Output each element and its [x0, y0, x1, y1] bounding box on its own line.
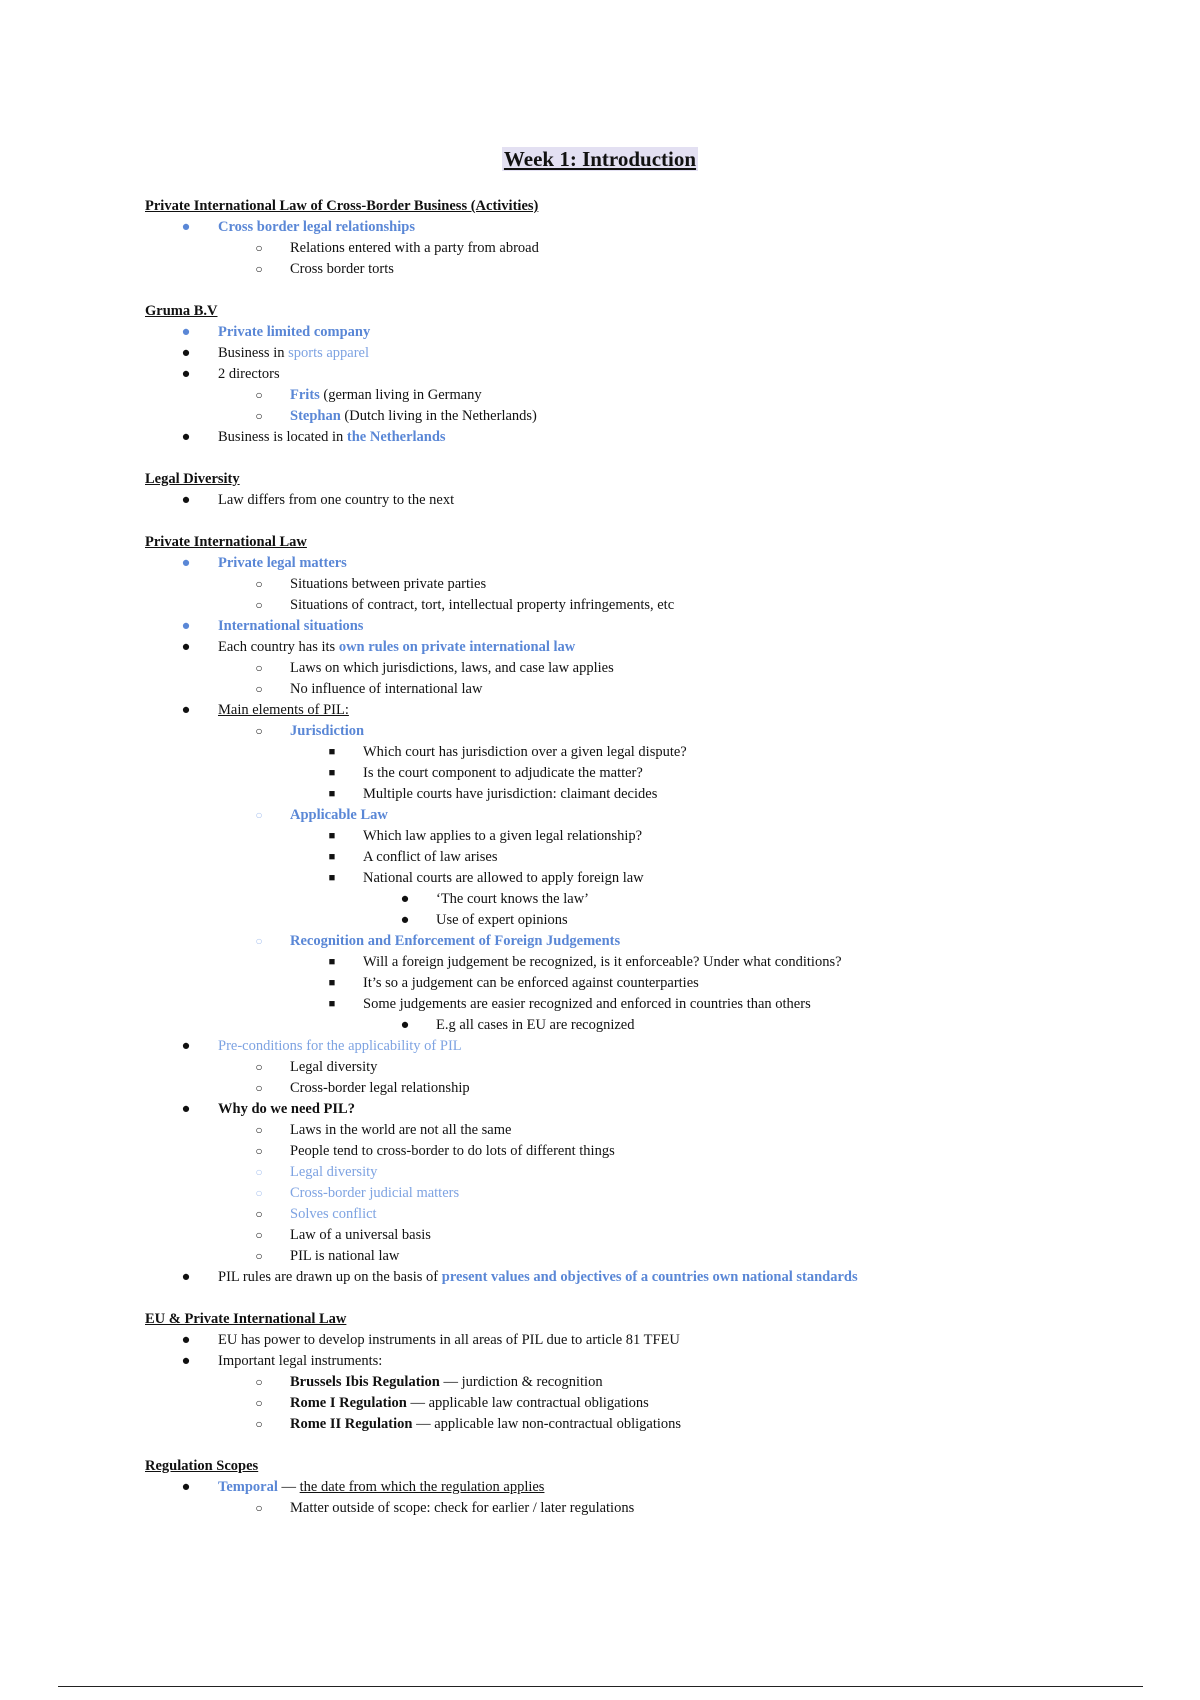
- item-text: (Dutch living in the Netherlands): [340, 408, 537, 424]
- circle-bullet-icon: ○: [255, 598, 263, 612]
- list-item: [145, 994, 1145, 1015]
- circle-bullet-icon: ○: [255, 1123, 263, 1137]
- item-text: Situations between private parties: [290, 576, 487, 592]
- bullet-icon: ●: [181, 345, 191, 361]
- list-item: [145, 1393, 1145, 1414]
- list-item: [145, 1330, 1145, 1351]
- list-item: [145, 490, 1145, 511]
- item-text: Cross-border legal relationship: [290, 1080, 470, 1096]
- circle-bullet-icon: ○: [255, 409, 263, 423]
- circle-bullet-icon: ○: [255, 1060, 263, 1074]
- circle-bullet-icon: ○: [255, 1375, 263, 1389]
- circle-bullet-icon: ○: [255, 934, 263, 948]
- list-item: [145, 700, 1145, 721]
- bullet-icon: ●: [400, 1017, 410, 1033]
- list-item: [145, 805, 1145, 826]
- item-text: Relations entered with a party from abroad: [290, 240, 539, 256]
- section-heading: Regulation Scopes: [145, 1458, 259, 1474]
- circle-bullet-icon: ○: [255, 682, 263, 696]
- section-heading: Gruma B.V: [145, 303, 218, 319]
- list-item: [145, 973, 1145, 994]
- item-text: Why do we need PIL?: [218, 1101, 355, 1117]
- list-item: [145, 1246, 1145, 1267]
- bullet-icon: ●: [181, 492, 191, 508]
- item-text: ‘The court knows the law’: [436, 891, 590, 907]
- section-regulation-scopes: [145, 1456, 1145, 1519]
- list-item: [145, 1141, 1145, 1162]
- list-item: [145, 952, 1145, 973]
- bullet-icon: ●: [181, 1353, 191, 1369]
- section-heading: Private International Law of Cross-Border Business (Activities): [145, 198, 539, 214]
- list-item: [145, 427, 1145, 448]
- item-highlight: Frits: [290, 387, 320, 403]
- item-highlight: Stephan: [290, 408, 341, 424]
- circle-bullet-icon: ○: [255, 241, 263, 255]
- list-item: [145, 1477, 1145, 1498]
- bullet-icon: ●: [181, 1038, 191, 1054]
- list-item: [145, 406, 1145, 427]
- document-body: [145, 196, 1145, 1540]
- item-text: PIL is national law: [290, 1248, 400, 1264]
- item-text: Situations of contract, tort, intellectual property infringements, etc: [290, 597, 675, 613]
- list-item: [145, 1267, 1145, 1288]
- item-text: Each country has its: [218, 639, 339, 655]
- list-item: [145, 217, 1145, 238]
- circle-bullet-icon: ○: [255, 577, 263, 591]
- item-text: A conflict of law arises: [363, 849, 498, 865]
- bullet-icon: ●: [400, 891, 410, 907]
- square-bullet-icon: ■: [328, 872, 336, 884]
- item-text: (german living in Germany: [319, 387, 482, 403]
- item-text: No influence of international law: [290, 681, 483, 697]
- item-highlight: own rules on private international law: [338, 639, 576, 655]
- list-item: [145, 1351, 1145, 1372]
- page-divider: [58, 1686, 1143, 1687]
- item-text: Pre-conditions for the applicability of PIL: [218, 1038, 462, 1054]
- item-text: Laws in the world are not all the same: [290, 1122, 512, 1138]
- item-highlight: sports apparel: [288, 345, 370, 361]
- bullet-icon: ●: [181, 219, 191, 235]
- bullet-icon: ●: [181, 429, 191, 445]
- list-item: [145, 259, 1145, 280]
- item-text: Business in: [218, 345, 289, 361]
- section-heading: EU & Private International Law: [145, 1311, 347, 1327]
- item-text: Which law applies to a given legal relationship?: [363, 828, 643, 844]
- section-gruma: [145, 301, 1145, 448]
- list-item: [145, 763, 1145, 784]
- circle-bullet-icon: ○: [255, 1207, 263, 1221]
- bullet-icon: ●: [181, 639, 191, 655]
- list-item: [145, 616, 1145, 637]
- item-bold: Brussels Ibis Regulation: [290, 1374, 440, 1390]
- item-text: Main elements of PIL:: [218, 702, 349, 718]
- circle-bullet-icon: ○: [255, 1144, 263, 1158]
- item-text: Business is located in: [218, 429, 347, 445]
- item-text: It’s so a judgement can be enforced against counterparties: [363, 975, 699, 991]
- list-item: [145, 1015, 1145, 1036]
- circle-bullet-icon: ○: [255, 1081, 263, 1095]
- list-item: [145, 553, 1145, 574]
- item-text: the date from which the regulation applies: [299, 1479, 545, 1495]
- list-item: [145, 1162, 1145, 1183]
- list-item: [145, 595, 1145, 616]
- list-item: [145, 658, 1145, 679]
- bullet-icon: ●: [181, 1332, 191, 1348]
- item-highlight: present values and objectives of a countries own national standards: [441, 1269, 858, 1285]
- list-item: [145, 679, 1145, 700]
- item-text: EU has power to develop instruments in all areas of PIL due to article 81 TFEU: [218, 1332, 680, 1348]
- item-text: Applicable Law: [290, 807, 388, 823]
- list-item: [145, 721, 1145, 742]
- square-bullet-icon: ■: [328, 998, 336, 1010]
- item-text: Jurisdiction: [290, 723, 365, 739]
- bullet-icon: ●: [181, 1101, 191, 1117]
- list-item: [145, 868, 1145, 889]
- circle-bullet-icon: ○: [255, 1228, 263, 1242]
- item-bold: Rome II Regulation: [290, 1416, 413, 1432]
- square-bullet-icon: ■: [328, 767, 336, 779]
- list-item: [145, 910, 1145, 931]
- list-item: [145, 574, 1145, 595]
- item-text: Law of a universal basis: [290, 1227, 431, 1243]
- square-bullet-icon: ■: [328, 977, 336, 989]
- circle-bullet-icon: ○: [255, 1396, 263, 1410]
- circle-bullet-icon: ○: [255, 808, 263, 822]
- list-item: [145, 385, 1145, 406]
- item-text: Which court has jurisdiction over a given legal dispute?: [363, 744, 687, 760]
- list-item: [145, 637, 1145, 658]
- list-item: [145, 1078, 1145, 1099]
- page-title: [0, 146, 1200, 172]
- list-item: [145, 1204, 1145, 1225]
- item-text: — jurdiction & recognition: [439, 1374, 603, 1390]
- square-bullet-icon: ■: [328, 956, 336, 968]
- item-text: Important legal instruments:: [218, 1353, 383, 1369]
- list-item: [145, 826, 1145, 847]
- item-text: Will a foreign judgement be recognized, is it enforceable? Under what conditions?: [363, 954, 842, 970]
- item-text: 2 directors: [218, 366, 280, 382]
- list-item: [145, 742, 1145, 763]
- item-text: Cross-border judicial matters: [290, 1185, 460, 1201]
- list-item: [145, 1372, 1145, 1393]
- item-text: E.g all cases in EU are recognized: [436, 1017, 635, 1033]
- bullet-icon: ●: [181, 618, 191, 634]
- list-item: [145, 1414, 1145, 1435]
- item-text: Matter outside of scope: check for earlier / later regulations: [290, 1500, 635, 1516]
- item-text: — applicable law contractual obligations: [406, 1395, 649, 1411]
- square-bullet-icon: ■: [328, 851, 336, 863]
- item-text: Law differs from one country to the next: [218, 492, 455, 508]
- list-item: [145, 1099, 1145, 1120]
- item-text: — applicable law non-contractual obligations: [412, 1416, 682, 1432]
- square-bullet-icon: ■: [328, 830, 336, 842]
- item-text: National courts are allowed to apply foreign law: [363, 870, 644, 886]
- bullet-icon: ●: [400, 912, 410, 928]
- bullet-icon: ●: [181, 555, 191, 571]
- section-eu-pil: [145, 1309, 1145, 1435]
- item-text: Cross border legal relationships: [218, 219, 415, 235]
- list-item: [145, 364, 1145, 385]
- list-item: [145, 343, 1145, 364]
- bullet-icon: ●: [181, 324, 191, 340]
- list-item: [145, 889, 1145, 910]
- section-legal-diversity: [145, 469, 1145, 511]
- circle-bullet-icon: ○: [255, 1501, 263, 1515]
- item-bold: Rome I Regulation: [290, 1395, 407, 1411]
- section-private-international-law: [145, 532, 1145, 1288]
- item-text: —: [277, 1479, 300, 1495]
- list-item: [145, 322, 1145, 343]
- circle-bullet-icon: ○: [255, 262, 263, 276]
- item-text: Private limited company: [218, 324, 371, 340]
- item-text: Laws on which jurisdictions, laws, and case law applies: [290, 660, 614, 676]
- section-heading: Legal Diversity: [145, 471, 240, 487]
- list-item: [145, 238, 1145, 259]
- item-text: Is the court component to adjudicate the matter?: [363, 765, 643, 781]
- bullet-icon: ●: [181, 366, 191, 382]
- item-text: International situations: [218, 618, 364, 634]
- item-highlight: the Netherlands: [346, 429, 446, 445]
- circle-bullet-icon: ○: [255, 1249, 263, 1263]
- item-text: Legal diversity: [290, 1164, 378, 1180]
- circle-bullet-icon: ○: [255, 661, 263, 675]
- list-item: [145, 1498, 1145, 1519]
- circle-bullet-icon: ○: [255, 388, 263, 402]
- list-item: [145, 1036, 1145, 1057]
- list-item: [145, 1057, 1145, 1078]
- item-text: Cross border torts: [290, 261, 394, 277]
- item-highlight: Temporal: [218, 1479, 278, 1495]
- square-bullet-icon: ■: [328, 746, 336, 758]
- item-text: Use of expert opinions: [436, 912, 568, 928]
- list-item: [145, 784, 1145, 805]
- circle-bullet-icon: ○: [255, 1417, 263, 1431]
- bullet-icon: ●: [181, 702, 191, 718]
- section-cross-border-business: [145, 196, 1145, 280]
- page-title-text: Week 1: Introduction: [503, 147, 697, 171]
- circle-bullet-icon: ○: [255, 1186, 263, 1200]
- item-text: PIL rules are drawn up on the basis of: [218, 1269, 442, 1285]
- list-item: [145, 847, 1145, 868]
- item-text: Recognition and Enforcement of Foreign Judgements: [290, 933, 621, 949]
- item-text: Legal diversity: [290, 1059, 378, 1075]
- circle-bullet-icon: ○: [255, 1165, 263, 1179]
- item-text: People tend to cross-border to do lots of different things: [290, 1143, 615, 1159]
- section-heading: Private International Law: [145, 534, 307, 550]
- list-item: [145, 1225, 1145, 1246]
- square-bullet-icon: ■: [328, 788, 336, 800]
- item-text: Private legal matters: [218, 555, 347, 571]
- bullet-icon: ●: [181, 1479, 191, 1495]
- item-text: Multiple courts have jurisdiction: claimant decides: [363, 786, 658, 802]
- item-text: Solves conflict: [290, 1206, 377, 1222]
- circle-bullet-icon: ○: [255, 724, 263, 738]
- list-item: [145, 1120, 1145, 1141]
- item-text: Some judgements are easier recognized and enforced in countries than others: [363, 996, 811, 1012]
- list-item: [145, 1183, 1145, 1204]
- bullet-icon: ●: [181, 1269, 191, 1285]
- list-item: [145, 931, 1145, 952]
